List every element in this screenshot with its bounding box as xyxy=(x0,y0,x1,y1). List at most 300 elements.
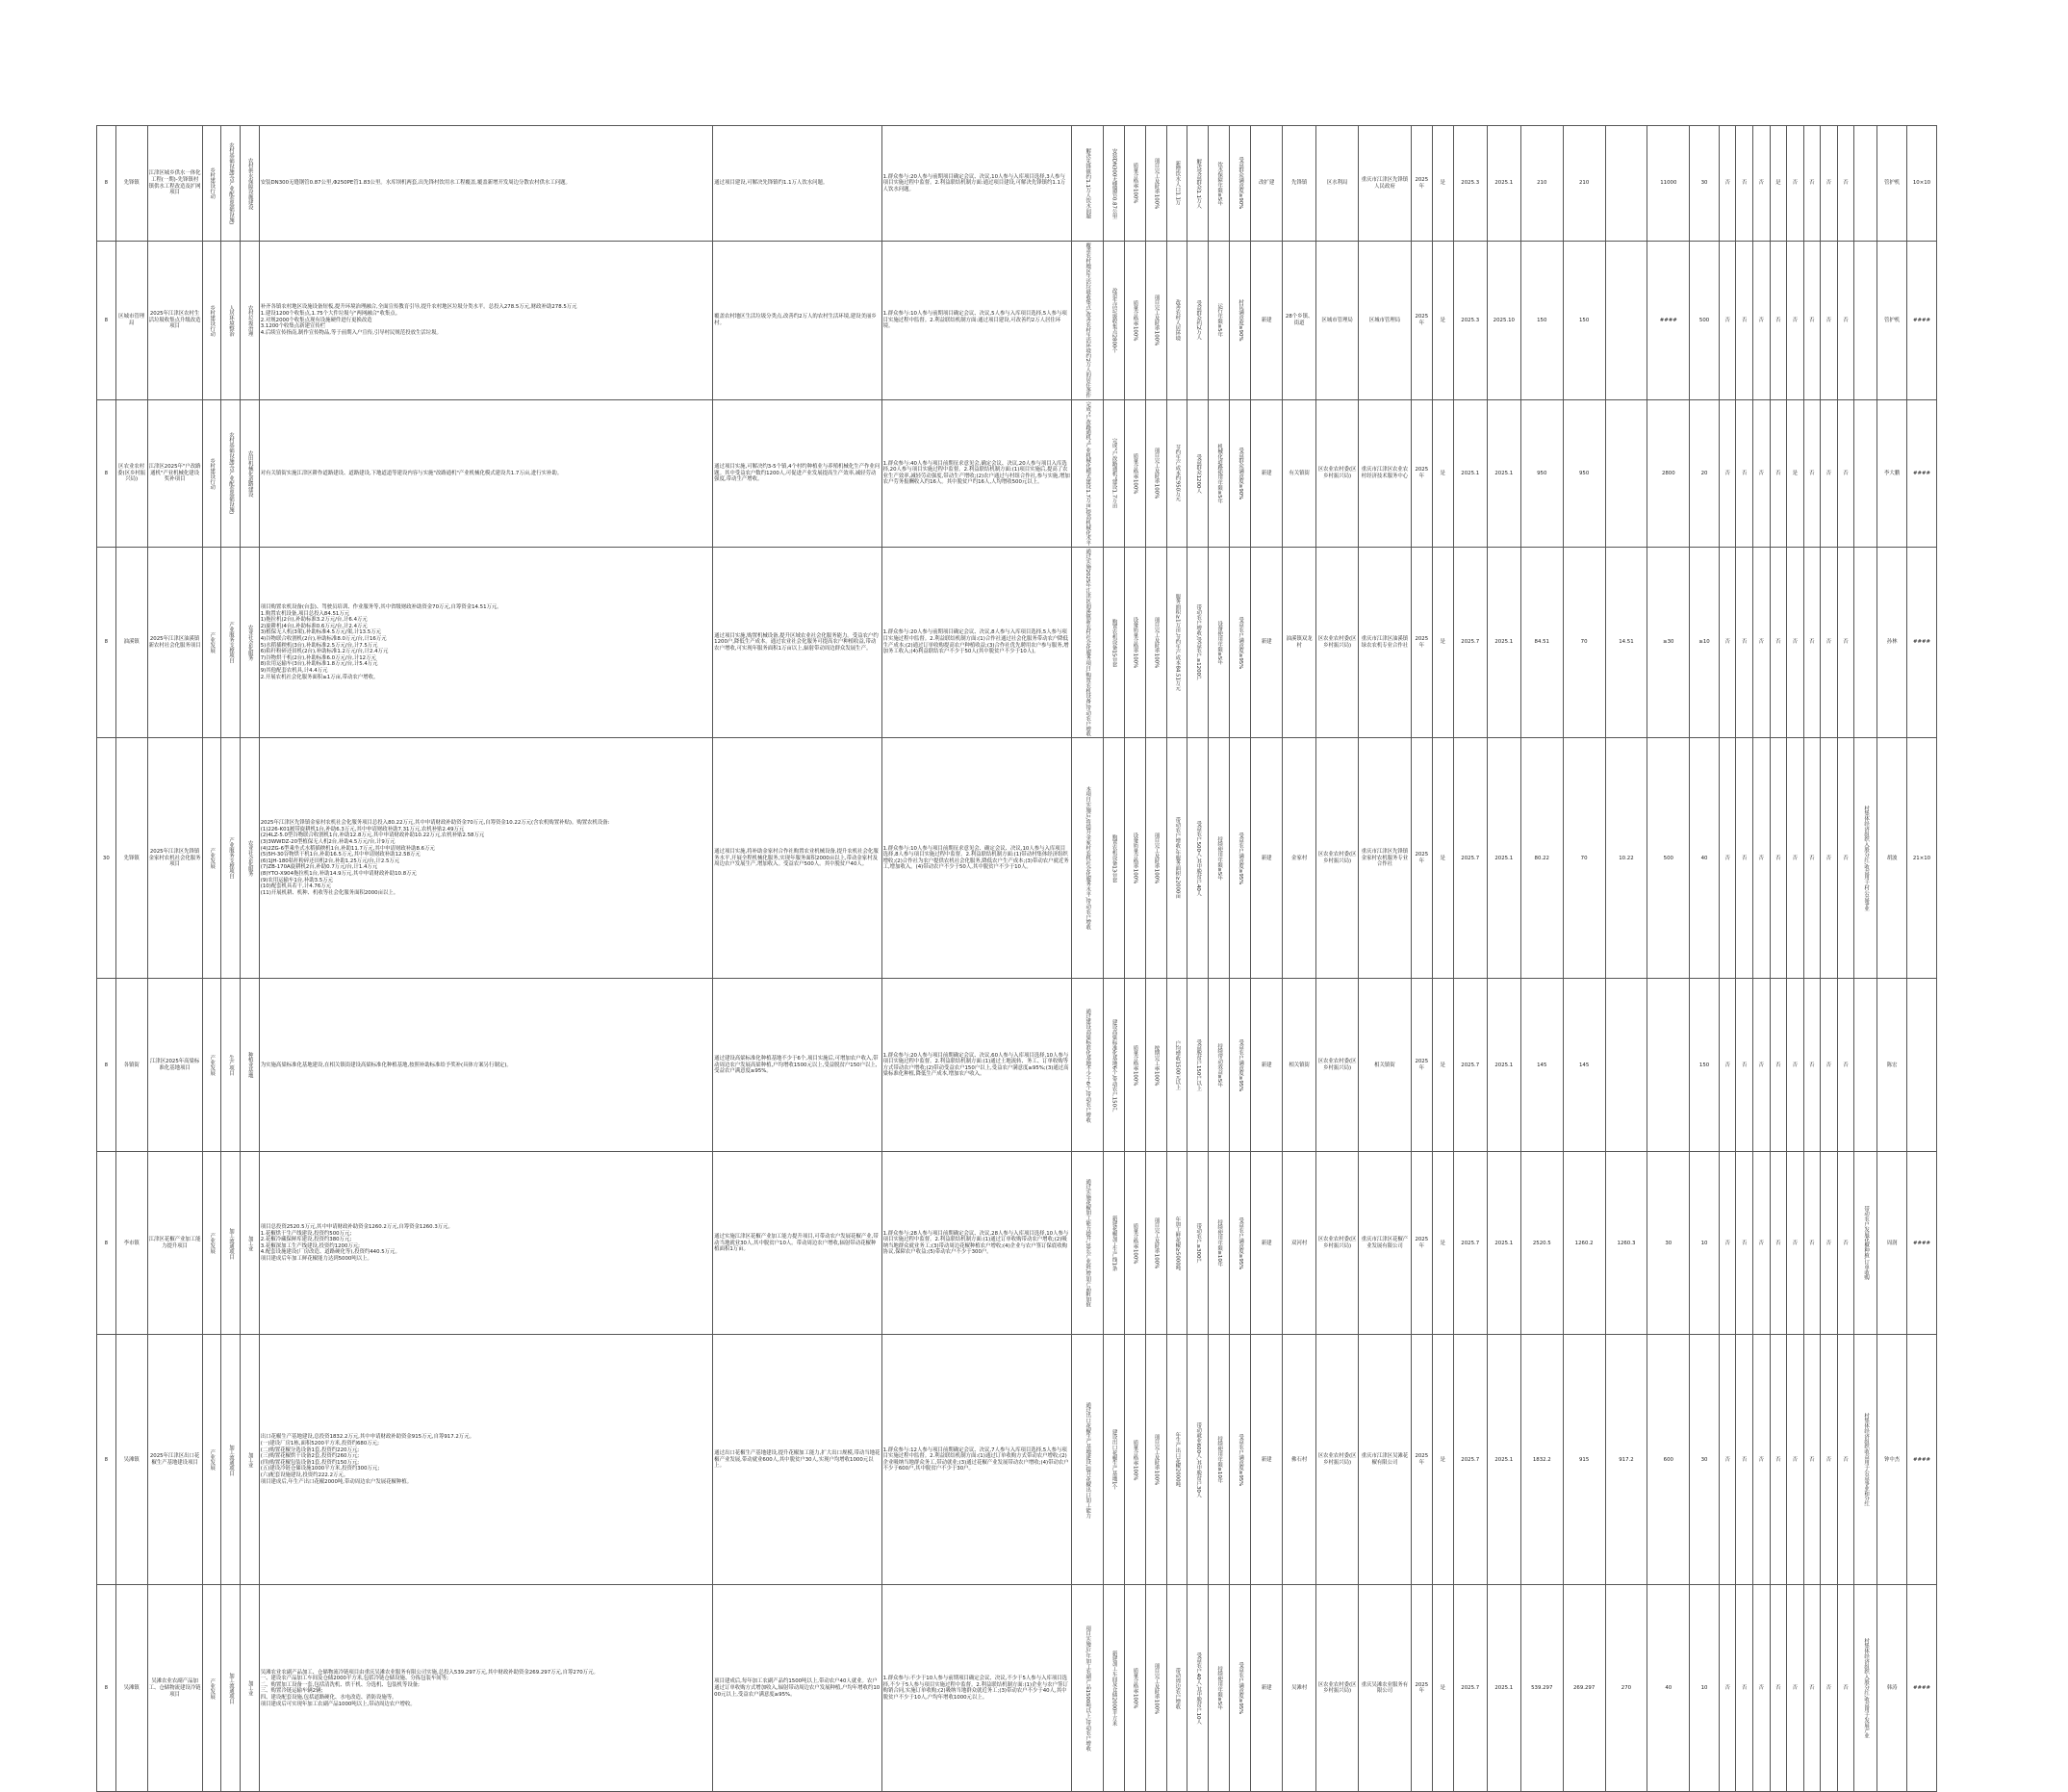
cell-out4: 项目完工及时率100% xyxy=(1145,242,1166,400)
cell-type: 新建 xyxy=(1251,548,1283,738)
cell-seq: 8 xyxy=(97,126,116,242)
cell-start: 2025.7 xyxy=(1453,979,1487,1152)
cell-out1: 本项目实施后,将提升金家村农机社会化服务水平,带动农户增收 xyxy=(1071,738,1103,979)
cell-fund: 145 xyxy=(1563,979,1605,1152)
cell-other xyxy=(1605,242,1647,400)
cell-out8: 受益农户满意度≥95% xyxy=(1230,738,1251,979)
cell-out3: 质量合格率100% xyxy=(1124,1152,1145,1335)
table-row xyxy=(97,548,1937,738)
cell-out2: 购置农机设备15台套 xyxy=(1103,548,1124,738)
cell-start: 2025.7 xyxy=(1453,1152,1487,1335)
cell-year: 2025年 xyxy=(1411,738,1432,979)
cell-name: 江津区城乡供水一体化工程(一期)-先锋镇村镇供水工程改造及扩网项目 xyxy=(147,126,202,242)
cell-mechanism: 1.群众参与:20人参与项目前期确定会议、决议,60人参与入库项目选择,10人参与项目实施过程中监督。2.利益联结机制方面:(1)通过土地流转、务工、订单收购等方式带动农户增收;(2)带动受益农户150户以上,受益农户满意度≥95%;(3)通过高粱标准化种植,降低生产成本,增加农户收入。 xyxy=(881,979,1071,1152)
cell-f4: 否 xyxy=(1770,548,1787,738)
cell-f8: 否 xyxy=(1837,126,1854,242)
cell-impl: 有关镇街 xyxy=(1283,399,1316,547)
cell-f7: 否 xyxy=(1821,1152,1838,1335)
cell-f5: 否 xyxy=(1787,126,1804,242)
cell-f8: 否 xyxy=(1837,242,1854,400)
cell-f2: 否 xyxy=(1736,1152,1753,1335)
cell-f3: 否 xyxy=(1752,126,1770,242)
cell-impl: 佛石村 xyxy=(1283,1335,1316,1585)
cell-f1: 否 xyxy=(1719,126,1736,242)
cell-note1: 村集体经济组织收益用于公益事业和分红 xyxy=(1854,1335,1877,1585)
cell-out8: 受益群众满意度≥90% xyxy=(1230,126,1251,242)
cell-f6: 否 xyxy=(1803,548,1821,738)
cell-f6: 否 xyxy=(1803,399,1821,547)
cell-out8: 受益农户满意度≥95% xyxy=(1230,1335,1251,1585)
cell-yn1: 是 xyxy=(1432,738,1453,979)
cell-p1: 150 xyxy=(1690,979,1720,1152)
cell-p1: 30 xyxy=(1690,1335,1720,1585)
cell-f5: 否 xyxy=(1787,548,1804,738)
cell-f7: 否 xyxy=(1821,1335,1838,1585)
cell-f3: 否 xyxy=(1752,1585,1770,1792)
cell-hh: 500 xyxy=(1647,738,1690,979)
cell-f4: 否 xyxy=(1770,242,1787,400)
cell-unit: 区农业农村委(区乡村振兴局) xyxy=(1316,399,1359,547)
cell-out4: 项目完工及时率100% xyxy=(1145,126,1166,242)
cell-out1: 覆盖农村地区生活垃圾收集点,改善农村生活环境约2万人的居住条件 xyxy=(1071,242,1103,400)
cell-impl: 吴滩村 xyxy=(1283,1585,1316,1792)
cell-note1 xyxy=(1854,979,1877,1152)
cell-f6: 否 xyxy=(1803,979,1821,1152)
cell-out7: 持续带动效益≥5年 xyxy=(1209,979,1230,1152)
cell-f2: 否 xyxy=(1736,126,1753,242)
cell-town: 先锋镇 xyxy=(115,738,147,979)
cell-f4: 否 xyxy=(1770,1585,1787,1792)
cell-out7: 机械化道路使用年限≥5年 xyxy=(1209,399,1230,547)
cell-p1: 500 xyxy=(1690,242,1720,400)
table-row xyxy=(97,738,1937,979)
cell-note2: 韩涛 xyxy=(1877,1585,1907,1792)
cell-goal: 通过建设高粱标准化种植基地不少于6个,项目实施后,可增加农户收入,带动周边农户发展高粱种植,户均增收1500元以上,受益脱贫户150户以上,受益农户满意度≥95%。 xyxy=(713,979,881,1152)
cell-unit: 区城市管理局 xyxy=(1316,242,1359,400)
cell-end: 2025.1 xyxy=(1487,738,1520,979)
cell-out1: 通过实施2025年江津区油溪镇新农村社会化服务项目,购置农机设备,带动农户增收 xyxy=(1071,548,1103,738)
cell-out6: 受益脱贫户150户以上 xyxy=(1187,979,1209,1152)
cell-f6: 否 xyxy=(1803,1335,1821,1585)
cell-total: 539.297 xyxy=(1520,1585,1563,1792)
cell-cat2: 生产项目 xyxy=(221,979,241,1152)
cell-cat2: 农村基础设施(含产业配套基础设施) xyxy=(221,126,241,242)
cell-cat2: 人居环境整治 xyxy=(221,242,241,400)
cell-hh: #### xyxy=(1647,242,1690,400)
cell-out6: 受益农户500人,其中脱贫户40人 xyxy=(1187,738,1209,979)
cell-start: 2025.7 xyxy=(1453,548,1487,738)
cell-type: 新建 xyxy=(1251,242,1283,400)
cell-owner: 区城市管理局 xyxy=(1359,242,1412,400)
cell-total: 2520.5 xyxy=(1520,1152,1563,1335)
cell-hh: 40 xyxy=(1647,1585,1690,1792)
cell-goal: 通过项目实施,将补助金家村合作社购置农业机械设备,提升农机社会化服务水平,开展全程机械化服务,实现年服务面积2000亩以上,带动金家村及周边农户发展生产,增加收入。受益农户500人。其中脱贫户40人。 xyxy=(713,738,881,979)
cell-impl: 先锋镇 xyxy=(1283,126,1316,242)
cell-goal: 项目建成后,每年加工农副产品约1500吨以上,带动农户40人就业。农户通过订单收购方式增加收入,辐射带动周边农户发展种植,户均年增收约1000元以上,受益农户满意度≥95%。 xyxy=(713,1585,881,1792)
cell-note1 xyxy=(1854,242,1877,400)
cell-f7: 否 xyxy=(1821,126,1838,242)
cell-f3: 否 xyxy=(1752,399,1770,547)
cell-f2: 否 xyxy=(1736,1585,1753,1792)
cell-f4: 是 xyxy=(1770,126,1787,242)
cell-hh: 11000 xyxy=(1647,126,1690,242)
cell-fund: 915 xyxy=(1563,1335,1605,1585)
cell-mechanism: 1.群众参与:不少于10人参与前期项目确定会议、决议,不少于5人参与入库项目选择,不少于5人参与项目实施过程中监督。2.利益联结机制方面:(1)企业与农户签订购销合同,实施订单收购;(2)吸纳当地群众就近务工;(3)带动农户不少于40人,其中脱贫户不少于10人,户均年增收1000元以上。 xyxy=(881,1585,1071,1792)
cell-content: 项目总投资2520.5万元,其中申请财政补助资金1260.2万元,自筹资金1260.3万元。 1.花椒烘干生产线建设,投资约500万元; 2.花椒冷藏保鲜库建设,投资约380万元; 3.花椒深加工生产线建设,投资约1200万元; 4.配套设施建设(厂房改造、道路硬化等),投资约440.5万元。 项目建成后年加工鲜花椒能力达到5000吨以上。 xyxy=(259,1152,712,1335)
cell-owner: 重庆吴滩农业服务有限公司 xyxy=(1359,1585,1412,1792)
cell-out7: 持续使用年限≥5年 xyxy=(1209,1585,1230,1792)
cell-goal: 通过项目建设,可解决先锋镇约1.1万人饮水问题。 xyxy=(713,126,881,242)
cell-note2: 胡波 xyxy=(1877,738,1907,979)
cell-out8: 受益群众满意度≥90% xyxy=(1230,399,1251,547)
cell-year: 2025年 xyxy=(1411,1585,1432,1792)
cell-cat3: 加工业 xyxy=(241,1335,260,1585)
cell-out2: 购置农机设备13台套 xyxy=(1103,738,1124,979)
cell-out2: 改造生活垃圾收集点2800个 xyxy=(1103,242,1124,400)
cell-p1: 10 xyxy=(1690,1152,1720,1335)
cell-cat3: 种植业基地 xyxy=(241,979,260,1152)
cell-unit: 区水利局 xyxy=(1316,126,1359,242)
cell-out1: 完成"户改路通机"产业机械化模式建设1.7万亩,提高机械化水平 xyxy=(1071,399,1103,547)
cell-other xyxy=(1605,399,1647,547)
cell-p1: 30 xyxy=(1690,126,1720,242)
cell-note1 xyxy=(1854,126,1877,242)
cell-note3: #### xyxy=(1906,1152,1936,1335)
cell-mechanism: 1.群众参与:10人参与前期项目确定会议、决议,5人参与入库项目选择,5人参与项目实施过程中监督。2.利益联结机制方面:通过项目建设,可改善约2万人居住环境。 xyxy=(881,242,1071,400)
cell-note2: 钟中杰 xyxy=(1877,1335,1907,1585)
cell-note2: 管护机 xyxy=(1877,242,1907,400)
cell-seq: 8 xyxy=(97,242,116,400)
cell-other: 10.22 xyxy=(1605,738,1647,979)
cell-f4: 否 xyxy=(1770,979,1787,1152)
cell-yn1: 是 xyxy=(1432,126,1453,242)
cell-out6: 受益群众约2万人 xyxy=(1187,242,1209,400)
cell-cat3: 农村垃圾治理 xyxy=(241,242,260,400)
cell-f5: 否 xyxy=(1787,1335,1804,1585)
cell-out5: 节约生产成本约950万元 xyxy=(1166,399,1187,547)
table-row xyxy=(97,126,1937,242)
cell-yn1: 是 xyxy=(1432,399,1453,547)
cell-goal: 通过项目实施,可解决约3-5个镇,4个村约种植业与养殖机械化生产作业问题。其中受益农户数约1200人,可促进产业发展提高生产效率,减轻劳动强度,带动生产增收。 xyxy=(713,399,881,547)
cell-f4: 否 xyxy=(1770,399,1787,547)
cell-out1: 通过建设高粱标准化基地不少于6个,带动农户增收 xyxy=(1071,979,1103,1152)
cell-goal: 通过项目实施,购置机械设备,提升区域农业社会化服务能力。受益农户约1200户,降低生产成本。通过农业社会化服务可提高农户种植收益,带动农户增收,可实现年服务面积1万亩以上,辐射带动周边群众发展生产。 xyxy=(713,548,881,738)
cell-note1: 村集体经济组织入股分红,收益用于村公益事业 xyxy=(1854,738,1877,979)
cell-cat1: 产业发展 xyxy=(202,979,221,1152)
cell-cat1: 产业发展 xyxy=(202,738,221,979)
cell-f3: 否 xyxy=(1752,979,1770,1152)
cell-f2: 否 xyxy=(1736,979,1753,1152)
cell-start: 2025.3 xyxy=(1453,126,1487,242)
cell-out5: 户均增收1500元以上 xyxy=(1166,979,1187,1152)
cell-note2: 孙林 xyxy=(1877,548,1907,738)
cell-f7: 否 xyxy=(1821,242,1838,400)
cell-town: 李市镇 xyxy=(115,1152,147,1335)
cell-out6: 带动就业600人,其中脱贫户30人 xyxy=(1187,1335,1209,1585)
cell-total: 150 xyxy=(1520,242,1563,400)
cell-hh: 30 xyxy=(1647,1152,1690,1335)
cell-goal: 通过出口花椒生产基地建设,提升花椒加工能力,扩大出口规模,带动当地花椒产业发展,带动就业600人,其中脱贫户30人,实现户均增收1000元以上。 xyxy=(713,1335,881,1585)
cell-mechanism: 1.群众参与:20人参与前期项目确定会议、决议,8人参与入库项目选择,5人参与项目实施过程中监督。2.利益联结机制方面:(1)合作社通过社会化服务带动农户降低生产成本;(2)通过订单收购提高农户种植收益;(3)合作社优先聘用农户参与服务,增加务工收入;(4)利益联结农户不少于50人(其中脱贫户不少于10人)。 xyxy=(881,548,1071,738)
cell-type: 新建 xyxy=(1251,1152,1283,1335)
cell-f4: 否 xyxy=(1770,1335,1787,1585)
cell-yn1: 是 xyxy=(1432,1335,1453,1585)
cell-content: 项目购置农机设备(台套)、驾驶员培训、作业服务等,其中省级财政补助资金70万元,自筹资金14.51万元。 1.购置农机设备,项目总投入84.51万元 1)拖拉机(2台),补助标准3.2万元/台,计6.4万元 2)旋耕机(4台),补助标准0.6万元/台,计2.4万元 3)植保无人机(3架),补助标准4.5万元/架,计13.5万元 4)谷物联合收割机(2台),补助标准8.0万元/台,计16万元 5)水稻插秧机(3台),补助标准2.5万元/台,计7.5万元 6)秸秆粉碎还田机(2台),补助标准1.2万元/台,计2.4万元 7)谷物烘干机(2台),补助标准6.0万元/台,计12万元 8)农用运输车(3台),补助标准1.8万元/台,计5.4万元 9)其他配套农机具,计4.4万元 2.开展农机社会化服务面积≥1万亩,带动农户增收。 xyxy=(259,548,712,738)
cell-start: 2025.3 xyxy=(1453,242,1487,400)
cell-seq: 8 xyxy=(97,399,116,547)
cell-mechanism: 1.群众参与:28人参与项目前期确定会议、决议,28人参与入库项目选择,10人参与项目实施过程中监督。2.利益联结机制方面:(1)通过订单收购带动农户增收;(2)吸纳当地群众就业务工;(3)带动周边花椒种植农户增收;(4)企业与农户签订保底收购协议,保障农户收益;(5)带动农户不少于300户。 xyxy=(881,1152,1071,1335)
cell-year: 2025年 xyxy=(1411,1335,1432,1585)
cell-total: 84.51 xyxy=(1520,548,1563,738)
cell-total: 80.22 xyxy=(1520,738,1563,979)
cell-name: 吴滩农业农副产品加工、仓储物流建设冷链项目 xyxy=(147,1585,202,1792)
cell-content: 为实施高粱标准化基地建设,在相关镇街建设高粱标准化种植基地,按照补助标准给予奖补(具体方案另行制定)。 xyxy=(259,979,712,1152)
cell-out2: 建设高粱标准化基地6个,带动农户150户 xyxy=(1103,979,1124,1152)
cell-impl: 28个乡镇、街道 xyxy=(1283,242,1316,400)
cell-out8: 村民满意度≥90% xyxy=(1230,242,1251,400)
cell-end: 2025.1 xyxy=(1487,1585,1520,1792)
cell-out4: 项目完工及时率100% xyxy=(1145,1152,1166,1335)
cell-out8: 受益农户满意度≥95% xyxy=(1230,979,1251,1152)
cell-end: 2025.1 xyxy=(1487,548,1520,738)
cell-f6: 否 xyxy=(1803,126,1821,242)
cell-out7: 运行年限≥5年 xyxy=(1209,242,1230,400)
cell-f5: 否 xyxy=(1787,242,1804,400)
cell-fund: 210 xyxy=(1563,126,1605,242)
cell-type: 新建 xyxy=(1251,1585,1283,1792)
cell-year: 2025年 xyxy=(1411,548,1432,738)
cell-note2: 李大鹏 xyxy=(1877,399,1907,547)
cell-note3: #### xyxy=(1906,548,1936,738)
cell-other: 917.2 xyxy=(1605,1335,1647,1585)
cell-note1 xyxy=(1854,399,1877,547)
cell-owner: 重庆市江津区油溪镇绿农农机专业合作社 xyxy=(1359,548,1412,738)
cell-yn1: 是 xyxy=(1432,1152,1453,1335)
cell-unit: 区农业农村委(区乡村振兴局) xyxy=(1316,548,1359,738)
cell-owner: 重庆市江津区先锋镇人民政府 xyxy=(1359,126,1412,242)
cell-out1: 解决先锋镇约1.1万人饮水问题 xyxy=(1071,126,1103,242)
cell-start: 2025.7 xyxy=(1453,738,1487,979)
cell-fund: 950 xyxy=(1563,399,1605,547)
cell-out7: 持续使用年限≥10年 xyxy=(1209,1335,1230,1585)
cell-town: 吴滩镇 xyxy=(115,1585,147,1792)
cell-yn1: 是 xyxy=(1432,242,1453,400)
cell-f1: 否 xyxy=(1719,1152,1736,1335)
cell-fund: 70 xyxy=(1563,738,1605,979)
cell-out6: 带动农户增收,受益农户≥1200户 xyxy=(1187,548,1209,738)
cell-content: 补齐各镇农村地区设施设备短板,提升环境治理融合,全面宣传教育引导,提升农村地区垃圾分类水平。总投入278.5万元,财政补助278.5万元 1.建设1200个收集点,1.75个大件垃圾与"两网融合"收集点。 2.对规2000个收集点现有设施硬件进行更换改造 3.1200个收集点新建宣传栏 4.后续宣传指南,制作宣传物品,等于前期入户宣传,引导村民规范投放生活垃圾。 xyxy=(259,242,712,400)
cell-f5: 否 xyxy=(1787,738,1804,979)
cell-out8: 受益农户满意度≥95% xyxy=(1230,548,1251,738)
cell-f6: 否 xyxy=(1803,242,1821,400)
cell-out6: 受益农户40人,其中脱贫户10人 xyxy=(1187,1585,1209,1792)
cell-f4: 否 xyxy=(1770,1152,1787,1335)
cell-out7: 持续使用年限≥10年 xyxy=(1209,1152,1230,1335)
cell-content: 2025年江津区先锋镇金家村农机社会化服务项目总投入80.22万元,其中申请财政补助资金70万元,自筹资金10.22万元(含农机购置补贴)。购置农机设备: (1)226-K01履带旋耕机1台,补助6.3万元,其中申请财政补助7.31万元,农机补贴2.49万元 (2)4LZ-5.0型谷物联合收割机1台,补助12.8万元,其中申请财政补助10.22万元,农机补贴2.58万元 (3)3WWDZ-20型植保无人机2台,补助4.5万元/台,计9万元 (4)2ZG-6型乘坐式水稻插秧机1台,补助11.7万元,其中申请财政补助8.6万元 (5)5H-30谷物烘干机1台,补助16.5万元,其中申请财政补助12.58万元 (6)1JH-180秸秆粉碎还田机2台,补助1.25万元/台,计2.5万元 (7)ZB-170A旋耕机2台,补助0.7万元/台,计1.4万元 (8)YTO-X904拖拉机1台,补助14.9万元,其中申请财政补助10.8万元 (9)农用运输车1台,补助3.5万元 (10)配套机具若干,计4.76万元 (11)开展机耕、机种、机收等社会化服务面积2000亩以上。 xyxy=(259,738,712,979)
cell-out3: 质量合格率100% xyxy=(1124,1585,1145,1792)
cell-owner: 重庆市江津区先锋镇金家村农机服务专业合作社 xyxy=(1359,738,1412,979)
cell-town: 区农业农村委(区乡村振兴局) xyxy=(115,399,147,547)
cell-out7: 持续使用年限≥5年 xyxy=(1209,738,1230,979)
cell-mechanism: 1.群众参与:12人参与项目前期确定会议、决议,7人参与入库项目选择,5人参与项目实施过程中监督。2.利益联结机制方面:(1)通过订单收购方式带动农户增收;(2)企业吸纳当地群众务工,带动就业;(3)通过花椒产业发展带动农户增收;(4)带动农户不少于600户,其中脱贫户不少于30户。 xyxy=(881,1335,1071,1585)
cell-note3: 10×10 xyxy=(1906,126,1936,242)
cell-cat3: 加工业 xyxy=(241,1152,260,1335)
cell-out8: 受益农户满意度≥95% xyxy=(1230,1585,1251,1792)
cell-p1: 20 xyxy=(1690,399,1720,547)
cell-note3: 21×10 xyxy=(1906,738,1936,979)
cell-start: 2025.7 xyxy=(1453,1335,1487,1585)
cell-out7: 饮水保障年限≥5年 xyxy=(1209,126,1230,242)
cell-out5: 带动农户增收,年服务面积≥2000亩 xyxy=(1166,738,1187,979)
cell-seq: 8 xyxy=(97,1152,116,1335)
cell-cat1: 乡村建设行动 xyxy=(202,126,221,242)
cell-f1: 否 xyxy=(1719,548,1736,738)
cell-out5: 年生产出口花椒2000吨 xyxy=(1166,1335,1187,1585)
cell-cat2: 加工流通项目 xyxy=(221,1152,241,1335)
cell-end: 2025.1 xyxy=(1487,126,1520,242)
cell-unit: 区农业农村委(区乡村振兴局) xyxy=(1316,979,1359,1152)
cell-p1: 10 xyxy=(1690,1585,1720,1792)
cell-note1 xyxy=(1854,548,1877,738)
cell-f8: 否 xyxy=(1837,738,1854,979)
cell-other xyxy=(1605,979,1647,1152)
cell-out4: 项目完工及时率100% xyxy=(1145,1585,1166,1792)
cell-out5: 改善农村人居环境 xyxy=(1166,242,1187,400)
cell-name: 江津区花椒产业加工能力提升项目 xyxy=(147,1152,202,1335)
cell-note2: 陈宏 xyxy=(1877,979,1907,1152)
cell-seq: 8 xyxy=(97,1585,116,1792)
cell-f3: 否 xyxy=(1752,548,1770,738)
cell-year: 2025年 xyxy=(1411,1152,1432,1335)
cell-owner: 重庆市江津区吴滩花椒有限公司 xyxy=(1359,1335,1412,1585)
cell-out3: 质量合格率100% xyxy=(1124,979,1145,1152)
cell-f8: 否 xyxy=(1837,399,1854,547)
cell-out3: 质量合格率100% xyxy=(1124,126,1145,242)
cell-mechanism: 1.群众参与:10人参与项目前期征求意见会、确定会议、决议,10人参与入库项目选择,8人参与项目实施过程中监督。2.利益联结机制方面:(1)带动村集体经济组织增收;(2)合作社为农户提供农机社会化服务,降低农户生产成本;(3)带动农户就近务工,增加收入。(4)带动农户不少于50人,其中脱贫户不少于10人。 xyxy=(881,738,1071,979)
cell-p1: 40 xyxy=(1690,738,1720,979)
cell-other xyxy=(1605,126,1647,242)
cell-f1: 否 xyxy=(1719,738,1736,979)
cell-cat2: 产业服务支撑项目 xyxy=(221,548,241,738)
cell-note2: 周润 xyxy=(1877,1152,1907,1335)
cell-out6: 解决受益群众1.1万人 xyxy=(1187,126,1209,242)
cell-content: 对有关镇街实施江津区耕作道路建设、道路建设,下地道道等建设内容与实施"改路通机"产业机械化模式建设共1.7万亩,进行实补助。 xyxy=(259,399,712,547)
table-row xyxy=(97,242,1937,400)
cell-out3: 设备质量合格率100% xyxy=(1124,548,1145,738)
cell-hh: ≥30 xyxy=(1647,548,1690,738)
cell-town: 油溪镇 xyxy=(115,548,147,738)
cell-out1: 项目实施后,年加工农副产品1500吨以上,带动农户增收 xyxy=(1071,1585,1103,1792)
cell-f8: 否 xyxy=(1837,1152,1854,1335)
cell-cat2: 农村基础设施(含产业配套基础设施) xyxy=(221,399,241,547)
cell-end: 2025.1 xyxy=(1487,979,1520,1152)
cell-town: 吴滩镇 xyxy=(115,1335,147,1585)
cell-cat3: 农田机械化道路建设 xyxy=(241,399,260,547)
project-table xyxy=(96,125,1937,1792)
cell-town: 区城市管理局 xyxy=(115,242,147,400)
cell-f5: 否 xyxy=(1787,1585,1804,1792)
cell-f5: 否 xyxy=(1787,1152,1804,1335)
cell-yn1: 是 xyxy=(1432,979,1453,1152)
cell-f2: 否 xyxy=(1736,242,1753,400)
cell-owner: 重庆市江津区花椒产业发展有限公司 xyxy=(1359,1152,1412,1335)
cell-hh: 600 xyxy=(1647,1335,1690,1585)
cell-cat1: 产业发展 xyxy=(202,1152,221,1335)
cell-f5: 否 xyxy=(1787,979,1804,1152)
cell-other: 1260.3 xyxy=(1605,1152,1647,1335)
cell-fund: 70 xyxy=(1563,548,1605,738)
cell-out2: 新建花椒加工生产线1条 xyxy=(1103,1152,1124,1335)
cell-owner: 相关镇街 xyxy=(1359,979,1412,1152)
cell-f8: 否 xyxy=(1837,1585,1854,1792)
cell-cat1: 乡村建设行动 xyxy=(202,242,221,400)
cell-note3: #### xyxy=(1906,1335,1936,1585)
table-row xyxy=(97,979,1937,1152)
cell-cat3: 农村供水保障设施建设 xyxy=(241,126,260,242)
cell-out3: 质量合格率100% xyxy=(1124,1335,1145,1585)
cell-out4: 项目完工及时率100% xyxy=(1145,548,1166,738)
cell-name: 2025年江津区出口花椒生产基地建设项目 xyxy=(147,1335,202,1585)
cell-f4: 否 xyxy=(1770,738,1787,979)
cell-impl: 相关镇街 xyxy=(1283,979,1316,1152)
cell-cat1: 产业发展 xyxy=(202,1585,221,1792)
cell-hh: 2800 xyxy=(1647,399,1690,547)
cell-year: 2025年 xyxy=(1411,399,1432,547)
cell-impl: 金家村 xyxy=(1283,738,1316,979)
cell-type: 改扩建 xyxy=(1251,126,1283,242)
cell-seq: 8 xyxy=(97,548,116,738)
cell-f8: 否 xyxy=(1837,548,1854,738)
cell-f3: 否 xyxy=(1752,1335,1770,1585)
cell-f7: 否 xyxy=(1821,1585,1838,1792)
table-row xyxy=(97,399,1937,547)
cell-out5: 年加工鲜花椒≥5000吨 xyxy=(1166,1152,1187,1335)
cell-name: 2025年江津区农村生活垃圾收集点升级改造项目 xyxy=(147,242,202,400)
cell-f8: 否 xyxy=(1837,979,1854,1152)
cell-f1: 否 xyxy=(1719,1585,1736,1792)
cell-note2: 管护机 xyxy=(1877,126,1907,242)
cell-cat2: 加工流通项目 xyxy=(221,1585,241,1792)
cell-out2: 新建加工车间及仓储2000平方米 xyxy=(1103,1585,1124,1792)
cell-yn1: 是 xyxy=(1432,1585,1453,1792)
cell-f6: 否 xyxy=(1803,738,1821,979)
cell-out3: 设备质量合格率100% xyxy=(1124,738,1145,979)
cell-cat1: 乡村建设行动 xyxy=(202,399,221,547)
cell-content: 安装DN300无缝钢管0.87公里,Φ250PE管1.83公里。水库坝机两套,出先锋村饮用水工程覆盖,覆盖新增开发周边分散农村供水工问题。 xyxy=(259,126,712,242)
cell-seq: 8 xyxy=(97,979,116,1152)
cell-f6: 否 xyxy=(1803,1152,1821,1335)
cell-end: 2025.10 xyxy=(1487,242,1520,400)
cell-out5: 带动周边农户增收 xyxy=(1166,1585,1187,1792)
cell-start: 2025.1 xyxy=(1453,399,1487,547)
table-row xyxy=(97,1585,1937,1792)
cell-f7: 否 xyxy=(1821,738,1838,979)
cell-f3: 否 xyxy=(1752,1152,1770,1335)
cell-town: 先锋镇 xyxy=(115,126,147,242)
cell-type: 新建 xyxy=(1251,979,1283,1152)
cell-goal: 覆盖农村地区生活垃圾分类点,改善约2万人的农村生活环境,建设美丽乡村。 xyxy=(713,242,881,400)
cell-out4: 项目完工及时率100% xyxy=(1145,738,1166,979)
cell-out3: 质量合格率100% xyxy=(1124,399,1145,547)
cell-unit: 区农业农村委(区乡村振兴局) xyxy=(1316,1335,1359,1585)
cell-total: 950 xyxy=(1520,399,1563,547)
cell-hh xyxy=(1647,979,1690,1152)
cell-f1: 否 xyxy=(1719,1335,1736,1585)
cell-out6: 带动农户≥300户 xyxy=(1187,1152,1209,1335)
cell-out4: 项目完工及时率100% xyxy=(1145,1335,1166,1585)
cell-note3 xyxy=(1906,979,1936,1152)
cell-fund: 269.297 xyxy=(1563,1585,1605,1792)
